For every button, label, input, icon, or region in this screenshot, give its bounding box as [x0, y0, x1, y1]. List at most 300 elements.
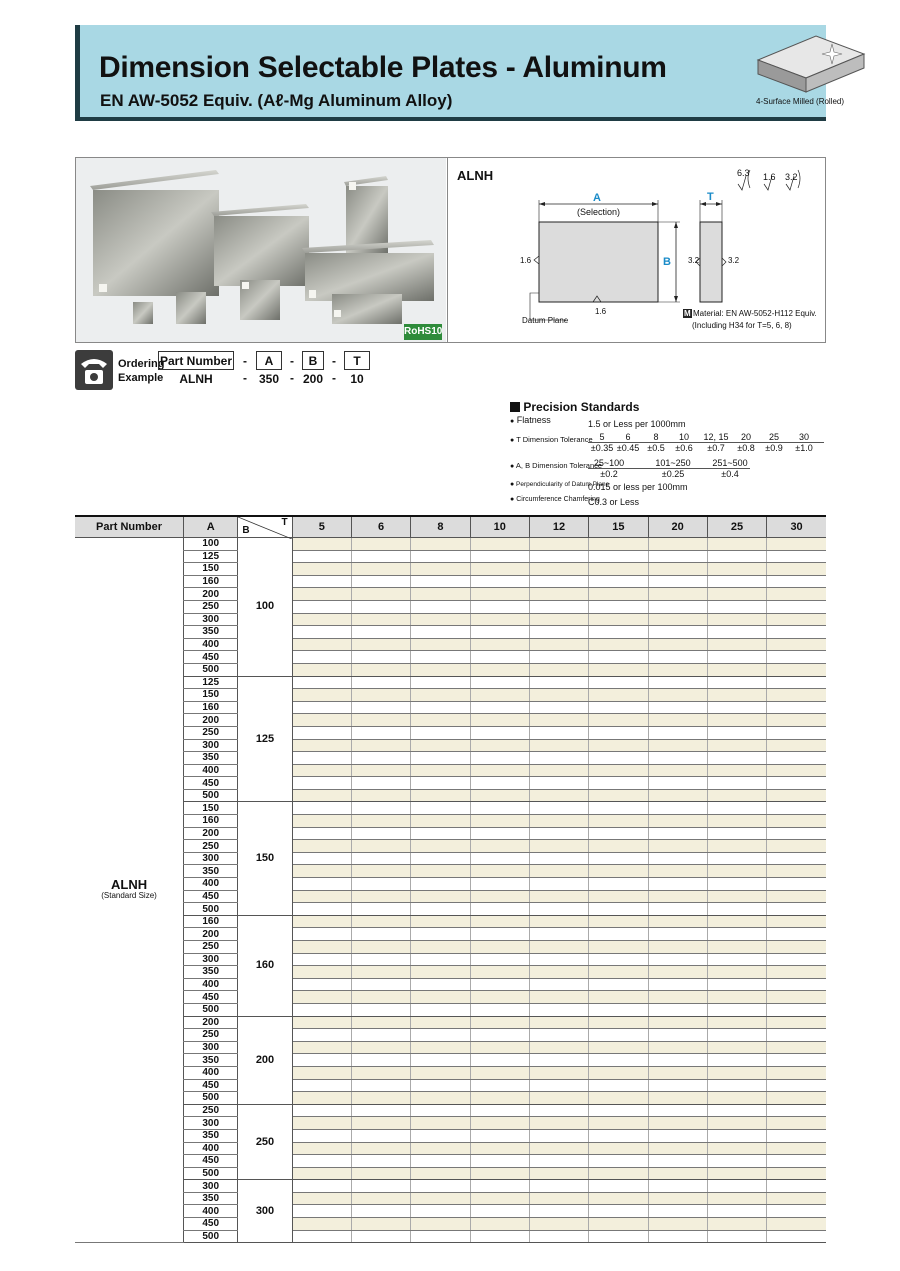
dimension-table: [75, 515, 826, 1243]
col-t-6: 6: [351, 516, 410, 538]
selection-cell: [529, 1066, 588, 1079]
ord-val-sep3: -: [332, 371, 336, 386]
table-row: [75, 1092, 826, 1105]
selection-cell: [707, 1167, 766, 1180]
selection-cell: [351, 676, 410, 689]
selection-cell: [707, 550, 766, 563]
selection-cell: [707, 890, 766, 903]
selection-cell: [707, 941, 766, 954]
finish-a: 1.6: [763, 172, 776, 182]
selection-cell: [767, 903, 826, 916]
selection-cell: [411, 600, 470, 613]
ord-val-sep2: -: [290, 371, 294, 386]
selection-cell: [351, 689, 410, 702]
selection-cell: [351, 915, 410, 928]
selection-cell: [589, 638, 648, 651]
selection-cell: [411, 1016, 470, 1029]
a-value-cell: 500: [184, 1167, 238, 1180]
selection-cell: [351, 941, 410, 954]
selection-cell: [767, 777, 826, 790]
t-tol-col: [666, 432, 702, 454]
selection-cell: [767, 991, 826, 1004]
selection-cell: [707, 764, 766, 777]
selection-cell: [411, 1129, 470, 1142]
selection-cell: [767, 752, 826, 765]
selection-cell: [648, 1041, 707, 1054]
selection-cell: [707, 1079, 766, 1092]
selection-cell: [589, 1041, 648, 1054]
selection-cell: [767, 638, 826, 651]
a-value-cell: 350: [184, 865, 238, 878]
table-row: [75, 890, 826, 903]
selection-cell: [707, 563, 766, 576]
part-note: (Standard Size): [101, 891, 157, 901]
selection-cell: [648, 777, 707, 790]
selection-cell: [351, 789, 410, 802]
selection-cell: [411, 928, 470, 941]
selection-cell: [589, 915, 648, 928]
flatness-label-text: Flatness: [516, 415, 551, 425]
selection-cell: [470, 827, 529, 840]
selection-cell: [529, 1142, 588, 1155]
selection-cell: [648, 726, 707, 739]
table-row: [75, 966, 826, 979]
selection-cell: [707, 1180, 766, 1193]
t-tolerance: ±0.7: [707, 443, 725, 453]
selection-cell: [707, 752, 766, 765]
selection-cell: [529, 1079, 588, 1092]
table-row: [75, 538, 826, 551]
selection-cell: [470, 1041, 529, 1054]
selection-cell: [470, 1003, 529, 1016]
table-row: [75, 1003, 826, 1016]
selection-cell: [707, 1192, 766, 1205]
selection-cell: [707, 852, 766, 865]
selection-cell: [411, 941, 470, 954]
selection-cell: [411, 575, 470, 588]
selection-cell: [529, 588, 588, 601]
selection-cell: [529, 1041, 588, 1054]
a-value-cell: 125: [184, 550, 238, 563]
selection-cell: [648, 941, 707, 954]
ab-range: 251~500: [712, 458, 748, 468]
table-row: [75, 878, 826, 891]
precision-title-text: Precision Standards: [523, 400, 640, 414]
selection-cell: [529, 689, 588, 702]
a-value-cell: 150: [184, 802, 238, 815]
selection-cell: [411, 701, 470, 714]
part-number-cell: [75, 538, 184, 1243]
selection-cell: [351, 1230, 410, 1243]
selection-cell: [470, 1192, 529, 1205]
table-row: [75, 978, 826, 991]
selection-cell: [529, 538, 588, 551]
selection-cell: [529, 1117, 588, 1130]
selection-cell: [351, 777, 410, 790]
selection-cell: [292, 827, 351, 840]
table-body: [75, 538, 826, 1243]
selection-cell: [648, 1180, 707, 1193]
table-row: [75, 588, 826, 601]
selection-cell: [470, 941, 529, 954]
table-row: [75, 663, 826, 676]
selection-cell: [292, 1218, 351, 1231]
selection-cell: [470, 663, 529, 676]
selection-cell: [767, 966, 826, 979]
selection-cell: [707, 827, 766, 840]
selection-cell: [529, 953, 588, 966]
selection-cell: [707, 638, 766, 651]
table-row: [75, 815, 826, 828]
selection-cell: [767, 1205, 826, 1218]
dim-a-selection: (Selection): [577, 207, 621, 217]
a-value-cell: 250: [184, 600, 238, 613]
selection-cell: [529, 915, 588, 928]
page-subtitle: EN AW-5052 Equiv. (Aℓ-Mg Aluminum Alloy): [100, 91, 453, 110]
table-row: [75, 726, 826, 739]
selection-cell: [411, 651, 470, 664]
selection-cell: [292, 739, 351, 752]
selection-cell: [648, 1230, 707, 1243]
a-value-cell: 450: [184, 991, 238, 1004]
selection-cell: [648, 663, 707, 676]
a-value-cell: 160: [184, 575, 238, 588]
selection-cell: [648, 1003, 707, 1016]
selection-cell: [292, 1180, 351, 1193]
selection-cell: [411, 538, 470, 551]
ab-tolerance: ±0.4: [721, 469, 739, 479]
t-tol-divider: [588, 442, 824, 443]
selection-cell: [470, 903, 529, 916]
selection-cell: [470, 651, 529, 664]
selection-cell: [470, 714, 529, 727]
b-value-cell: 125: [238, 676, 292, 802]
material-mark: M: [684, 309, 691, 318]
selection-cell: [470, 575, 529, 588]
t-value: 5: [599, 432, 605, 442]
selection-cell: [767, 1167, 826, 1180]
selection-cell: [470, 626, 529, 639]
selection-cell: [767, 890, 826, 903]
table-row: [75, 1142, 826, 1155]
selection-cell: [648, 1167, 707, 1180]
selection-cell: [470, 550, 529, 563]
selection-cell: [470, 1205, 529, 1218]
selection-cell: [648, 991, 707, 1004]
selection-cell: [470, 563, 529, 576]
selection-cell: [411, 915, 470, 928]
selection-cell: [411, 752, 470, 765]
ord-head-sep2: -: [290, 353, 294, 368]
perpendicularity-label-text: Perpendicularity of Datum Plane: [516, 481, 610, 488]
selection-cell: [529, 827, 588, 840]
selection-cell: [292, 1167, 351, 1180]
selection-cell: [470, 726, 529, 739]
selection-cell: [767, 827, 826, 840]
table-row: [75, 1016, 826, 1029]
selection-cell: [767, 928, 826, 941]
selection-cell: [767, 1192, 826, 1205]
selection-cell: [707, 663, 766, 676]
table-header-row: [75, 516, 826, 538]
selection-cell: [351, 764, 410, 777]
selection-cell: [707, 777, 766, 790]
selection-cell: [707, 651, 766, 664]
a-value-cell: 200: [184, 827, 238, 840]
selection-cell: [529, 575, 588, 588]
a-value-cell: 500: [184, 789, 238, 802]
selection-cell: [589, 676, 648, 689]
selection-cell: [707, 991, 766, 1004]
selection-cell: [767, 726, 826, 739]
selection-cell: [589, 726, 648, 739]
a-value-cell: 300: [184, 1117, 238, 1130]
selection-cell: [707, 588, 766, 601]
selection-cell: [648, 1117, 707, 1130]
table-row: [75, 613, 826, 626]
selection-cell: [589, 651, 648, 664]
selection-cell: [707, 1016, 766, 1029]
selection-cell: [529, 1180, 588, 1193]
selection-cell: [707, 1230, 766, 1243]
selection-cell: [529, 1092, 588, 1105]
selection-cell: [411, 1029, 470, 1042]
selection-cell: [589, 890, 648, 903]
table-row: [75, 1029, 826, 1042]
selection-cell: [648, 802, 707, 815]
selection-cell: [411, 978, 470, 991]
selection-cell: [351, 802, 410, 815]
selection-cell: [589, 1029, 648, 1042]
t-tolerance: ±1.0: [795, 443, 813, 453]
selection-cell: [529, 1218, 588, 1231]
table-row: [75, 752, 826, 765]
table-row: [75, 626, 826, 639]
t-tolerance-label: ● T Dimension Tolerance: [510, 435, 593, 444]
selection-cell: [767, 575, 826, 588]
selection-cell: [470, 1104, 529, 1117]
selection-cell: [351, 840, 410, 853]
selection-cell: [529, 1029, 588, 1042]
table-row: [75, 1192, 826, 1205]
selection-cell: [648, 538, 707, 551]
ab-tolerance-label-text: A, B Dimension Tolerance: [515, 461, 603, 470]
selection-cell: [470, 689, 529, 702]
selection-cell: [529, 613, 588, 626]
selection-cell: [767, 878, 826, 891]
selection-cell: [767, 1142, 826, 1155]
selection-cell: [589, 789, 648, 802]
selection-cell: [648, 1142, 707, 1155]
ord-head-a: A: [257, 352, 282, 370]
selection-cell: [707, 575, 766, 588]
selection-cell: [529, 1155, 588, 1168]
selection-cell: [529, 852, 588, 865]
a-value-cell: 250: [184, 840, 238, 853]
selection-cell: [292, 663, 351, 676]
selection-cell: [411, 1192, 470, 1205]
precision-standards: [510, 400, 830, 512]
selection-cell: [589, 588, 648, 601]
selection-cell: [767, 953, 826, 966]
flatness-value: 1.5 or Less per 1000mm: [588, 419, 686, 429]
b-value-cell: 160: [238, 915, 292, 1016]
selection-cell: [707, 865, 766, 878]
selection-cell: [767, 663, 826, 676]
selection-cell: [411, 1003, 470, 1016]
selection-cell: [411, 726, 470, 739]
selection-cell: [351, 1218, 410, 1231]
selection-cell: [767, 1230, 826, 1243]
selection-cell: [411, 1054, 470, 1067]
selection-cell: [589, 1104, 648, 1117]
selection-cell: [707, 1155, 766, 1168]
finish-b: 3.2: [785, 172, 798, 182]
selection-cell: [351, 953, 410, 966]
selection-cell: [707, 689, 766, 702]
selection-cell: [529, 777, 588, 790]
selection-cell: [470, 953, 529, 966]
table-row: [75, 840, 826, 853]
selection-cell: [529, 626, 588, 639]
selection-cell: [470, 538, 529, 551]
ord-val-t: 10: [350, 371, 364, 386]
selection-cell: [589, 953, 648, 966]
rohs-badge: RoHS10: [404, 324, 442, 340]
selection-cell: [767, 1104, 826, 1117]
selection-cell: [648, 764, 707, 777]
a-value-cell: 100: [184, 538, 238, 551]
a-value-cell: 350: [184, 1192, 238, 1205]
selection-cell: [648, 651, 707, 664]
table-row: [75, 789, 826, 802]
selection-cell: [351, 1155, 410, 1168]
selection-cell: [707, 928, 766, 941]
flatness-label: ● Flatness: [510, 415, 551, 425]
selection-cell: [411, 550, 470, 563]
selection-cell: [707, 1092, 766, 1105]
ab-tol-col: [581, 458, 637, 480]
a-value-cell: 150: [184, 563, 238, 576]
selection-cell: [648, 714, 707, 727]
a-value-cell: 250: [184, 726, 238, 739]
selection-cell: [411, 1104, 470, 1117]
table-row: [75, 1230, 826, 1243]
selection-cell: [648, 1205, 707, 1218]
selection-cell: [707, 915, 766, 928]
selection-cell: [292, 764, 351, 777]
selection-cell: [411, 1167, 470, 1180]
selection-cell: [411, 777, 470, 790]
selection-cell: [529, 1230, 588, 1243]
ordering-value-row: [159, 370, 370, 388]
selection-cell: [292, 1205, 351, 1218]
selection-cell: [707, 1066, 766, 1079]
selection-cell: [292, 978, 351, 991]
selection-cell: [707, 1003, 766, 1016]
selection-cell: [767, 1218, 826, 1231]
selection-cell: [707, 1142, 766, 1155]
selection-cell: [411, 852, 470, 865]
a-value-cell: 160: [184, 815, 238, 828]
selection-cell: [411, 1117, 470, 1130]
selection-cell: [767, 802, 826, 815]
selection-cell: [589, 777, 648, 790]
table-row: [75, 777, 826, 790]
a-value-cell: 400: [184, 638, 238, 651]
selection-cell: [351, 1180, 410, 1193]
selection-cell: [767, 550, 826, 563]
a-value-cell: 400: [184, 978, 238, 991]
a-value-cell: 400: [184, 878, 238, 891]
col-b-t: [238, 516, 292, 538]
ab-tolerance: ±0.25: [661, 469, 685, 479]
selection-cell: [589, 928, 648, 941]
selection-cell: [292, 701, 351, 714]
selection-cell: [292, 1104, 351, 1117]
selection-cell: [351, 1003, 410, 1016]
selection-cell: [470, 928, 529, 941]
table-row: [75, 764, 826, 777]
selection-cell: [589, 1142, 648, 1155]
selection-cell: [589, 903, 648, 916]
ab-tol-col: [645, 458, 701, 480]
selection-cell: [767, 1066, 826, 1079]
selection-cell: [470, 701, 529, 714]
selection-cell: [529, 1129, 588, 1142]
selection-cell: [529, 1054, 588, 1067]
perpendicularity-label: ● Perpendicularity of Datum Plane: [510, 481, 610, 488]
a-value-cell: 350: [184, 752, 238, 765]
selection-cell: [292, 1142, 351, 1155]
selection-cell: [707, 726, 766, 739]
selection-cell: [648, 1129, 707, 1142]
selection-cell: [767, 815, 826, 828]
selection-cell: [292, 890, 351, 903]
selection-cell: [589, 1117, 648, 1130]
ordering-label-line2: Example: [118, 372, 164, 384]
selection-cell: [411, 764, 470, 777]
t-right-finish: 3.2: [728, 256, 740, 265]
selection-cell: [411, 613, 470, 626]
selection-cell: [589, 739, 648, 752]
selection-cell: [411, 626, 470, 639]
selection-cell: [411, 1066, 470, 1079]
selection-cell: [529, 991, 588, 1004]
selection-cell: [648, 978, 707, 991]
selection-cell: [589, 1205, 648, 1218]
selection-cell: [648, 815, 707, 828]
ord-head-sep1: -: [243, 353, 247, 368]
col-a: A: [184, 516, 238, 538]
selection-cell: [648, 966, 707, 979]
t-tolerance-label-text: T Dimension Tolerance: [516, 435, 593, 444]
selection-cell: [470, 865, 529, 878]
selection-cell: [589, 1192, 648, 1205]
selection-cell: [351, 890, 410, 903]
b-value-cell: 100: [238, 538, 292, 677]
selection-cell: [470, 764, 529, 777]
selection-cell: [351, 1205, 410, 1218]
a-value-cell: 500: [184, 903, 238, 916]
a-value-cell: 300: [184, 1041, 238, 1054]
diagram-code: ALNH: [457, 168, 494, 183]
selection-cell: [470, 815, 529, 828]
selection-cell: [589, 600, 648, 613]
table-row: [75, 1041, 826, 1054]
left-finish: 1.6: [520, 256, 532, 265]
selection-cell: [470, 978, 529, 991]
